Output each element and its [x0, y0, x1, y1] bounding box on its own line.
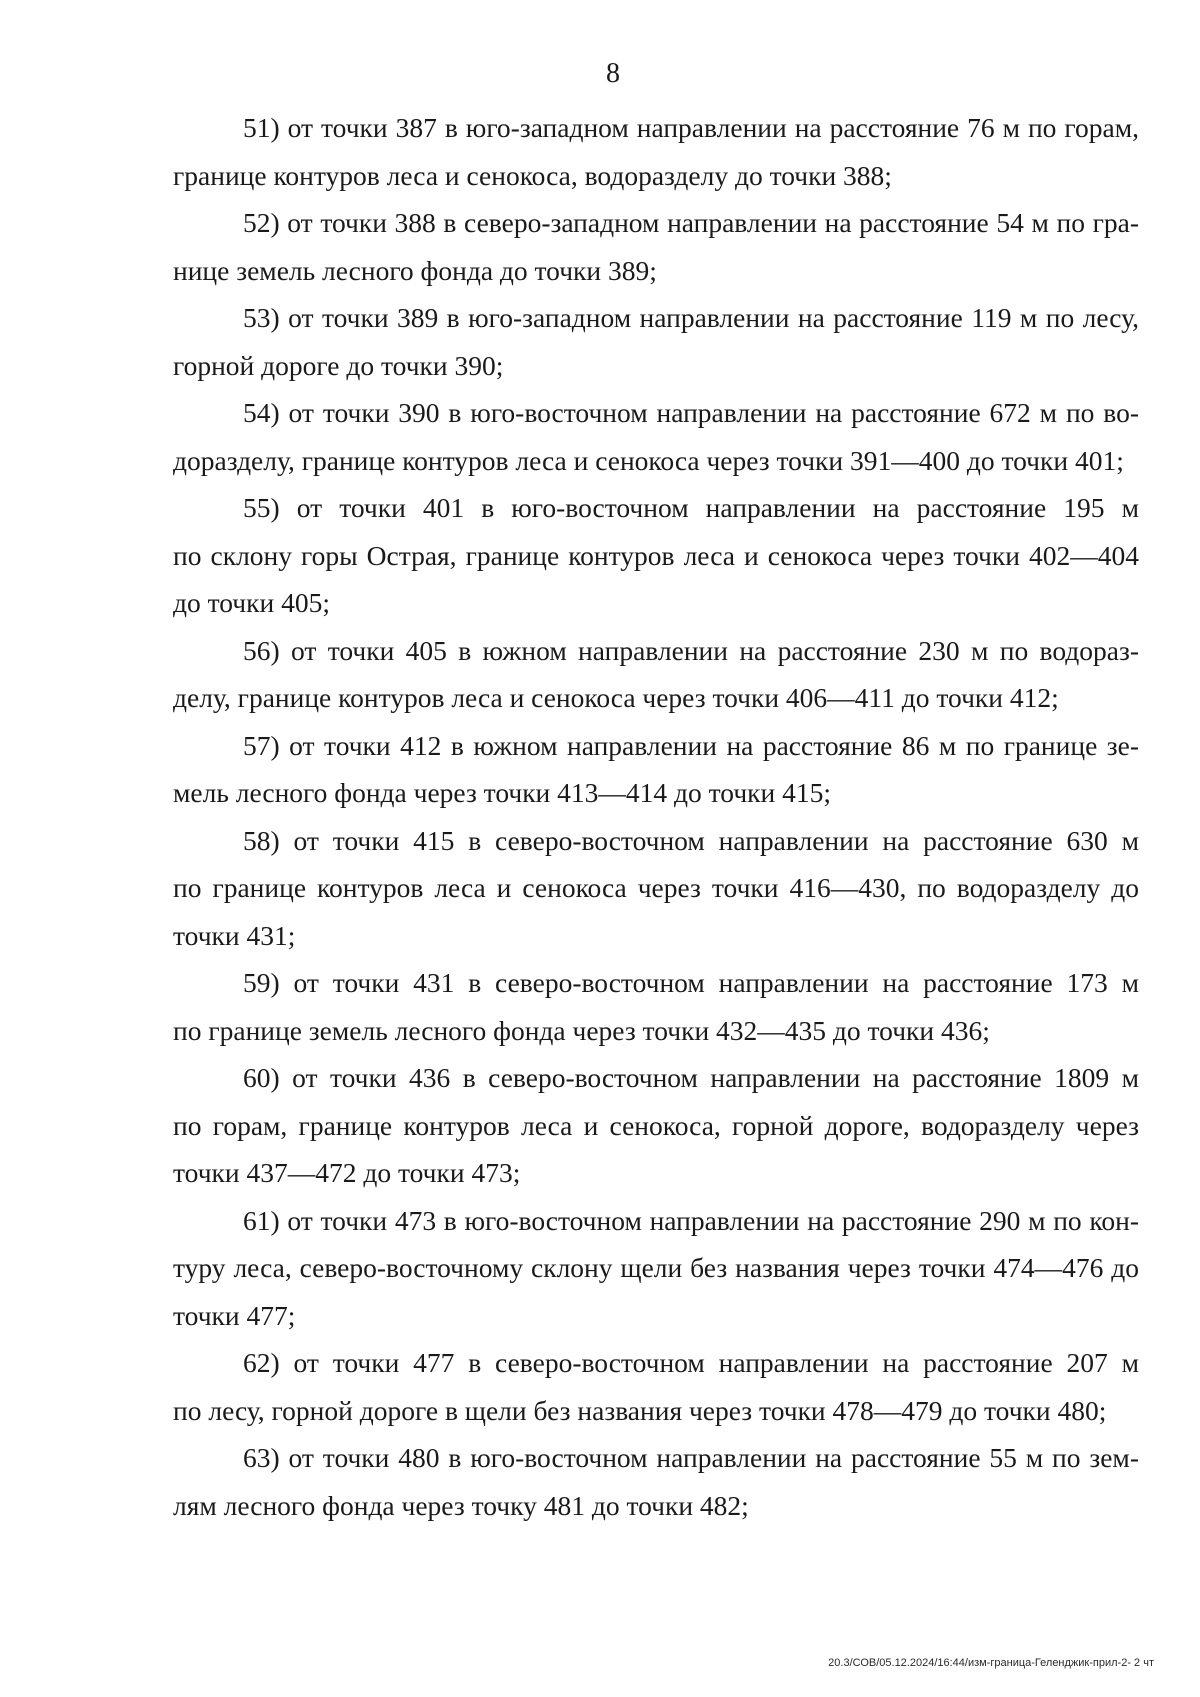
paragraph-line: 61) от точки 473 в юго-восточном направлении на расстояние 290 м по кон- — [243, 1204, 1139, 1236]
boundary-paragraph — [173, 722, 1139, 817]
paragraph-line: лям лесного фонда через точку 481 до точки 482; — [173, 1489, 749, 1521]
paragraph-line: до точки 405; — [173, 587, 330, 618]
paragraph-line: 59) от точки 431 в северо-восточном направлении на расстояние 173 м — [243, 967, 1139, 998]
paragraph-line: 53) от точки 389 в юго-западном направлении на расстояние 119 м по лесу, — [243, 302, 1139, 333]
paragraph-line: 52) от точки 388 в северо-западном направлении на расстояние 54 м по гра- — [243, 207, 1139, 238]
boundary-paragraph — [173, 1054, 1139, 1197]
paragraph-line: 54) от точки 390 в юго-восточном направлении на расстояние 672 м по во- — [243, 397, 1139, 428]
paragraph-line: 62) от точки 477 в северо-восточном направлении на расстояние 207 м — [243, 1347, 1139, 1378]
paragraph-line: по границе контуров леса и сенокоса через точки 416—430, по водоразделу до — [173, 872, 1139, 903]
paragraph-line: 56) от точки 405 в южном направлении на расстояние 230 м по водораз- — [243, 634, 1139, 666]
paragraph-line: 55) от точки 401 в юго-восточном направлении на расстояние 195 м — [243, 492, 1139, 523]
paragraph-line: туру леса, северо-восточному склону щели без названия через точки 474—476 до — [173, 1252, 1139, 1283]
paragraph-line: 60) от точки 436 в северо-восточном направлении на расстояние 1809 м — [243, 1062, 1139, 1093]
paragraph-line: делу, границе контуров леса и сенокоса через точки 406—411 до точки 412; — [173, 682, 1059, 713]
document-body — [173, 104, 1139, 1529]
boundary-paragraph — [173, 817, 1139, 960]
paragraph-line: по лесу, горной дороге в щели без названия через точки 478—479 до точки 480; — [173, 1394, 1107, 1426]
boundary-paragraph — [173, 199, 1139, 294]
boundary-paragraph — [173, 1197, 1139, 1340]
paragraph-line: по границе земель лесного фонда через точки 432—435 до точки 436; — [173, 1014, 990, 1046]
boundary-paragraph — [173, 104, 1139, 199]
boundary-paragraph — [173, 294, 1139, 389]
paragraph-line: 57) от точки 412 в южном направлении на расстояние 86 м по границе зе- — [243, 729, 1139, 761]
paragraph-line: точки 431; — [173, 919, 296, 951]
paragraph-line: по горам, границе контуров леса и сенокоса, горной дороге, водоразделу через — [173, 1109, 1139, 1141]
page-number: 8 — [606, 58, 620, 89]
paragraph-line: границе контуров леса и сенокоса, водоразделу до точки 388; — [173, 159, 892, 191]
paragraph-line: точки 477; — [173, 1299, 296, 1331]
paragraph-line: 58) от точки 415 в северо-восточном направлении на расстояние 630 м — [243, 824, 1139, 856]
paragraph-line: 63) от точки 480 в юго-восточном направлении на расстояние 55 м по зем- — [243, 1442, 1139, 1473]
document-footer-code: 20.3/СОВ/05.12.2024/16:44/изм-граница-Геленджик-прил-2- 2 чт — [828, 1657, 1154, 1669]
paragraph-line: доразделу, границе контуров леса и сенокоса через точки 391—400 до точки 401; — [173, 444, 1124, 476]
boundary-paragraph — [173, 1434, 1139, 1529]
paragraph-line: 51) от точки 387 в юго-западном направлении на расстояние 76 м по горам, — [243, 112, 1139, 143]
boundary-paragraph — [173, 959, 1139, 1054]
boundary-paragraph — [173, 484, 1139, 627]
boundary-paragraph — [173, 627, 1139, 722]
paragraph-line: точки 437—472 до точки 473; — [173, 1157, 521, 1188]
boundary-paragraph — [173, 1339, 1139, 1434]
paragraph-line: горной дороге до точки 390; — [173, 349, 504, 381]
paragraph-line: нице земель лесного фонда до точки 389; — [173, 254, 657, 286]
paragraph-line: мель лесного фонда через точки 413—414 до точки 415; — [173, 777, 832, 808]
boundary-paragraph — [173, 389, 1139, 484]
paragraph-line: по склону горы Острая, границе контуров леса и сенокоса через точки 402—404 — [173, 539, 1139, 571]
